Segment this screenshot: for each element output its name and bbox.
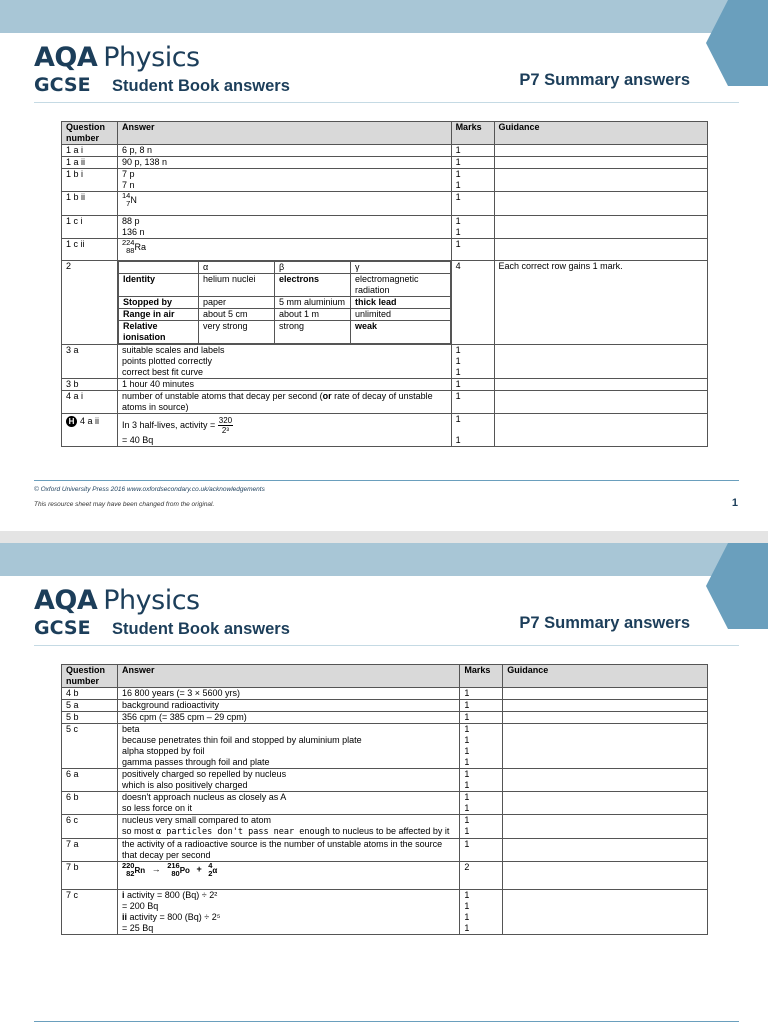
guidance [503, 890, 708, 935]
guidance [494, 414, 707, 447]
table-row [62, 688, 708, 700]
guidance [503, 769, 708, 792]
table-row [62, 192, 708, 216]
footer-rule [34, 1021, 739, 1022]
table-row [62, 712, 708, 724]
table-row [62, 862, 708, 890]
guidance [503, 724, 708, 769]
page-2 [0, 543, 768, 1024]
summary-title: P7 Summary answers [519, 71, 690, 89]
answer-text: 7 p 7 n [117, 169, 451, 192]
marks: 1 [451, 192, 494, 216]
table-row [62, 815, 708, 839]
header-answer: Answer [117, 665, 459, 688]
answers-table [61, 121, 708, 447]
guidance [494, 345, 707, 379]
student-book-answers-title: Student Book answers [112, 620, 290, 638]
header-tab-shape [706, 0, 768, 86]
marks: 4 [451, 261, 494, 345]
table-row [62, 724, 708, 769]
answer-text: doesn't approach nucleus as closely as A so less force on it [117, 792, 459, 815]
header-rule [34, 645, 739, 646]
marks: 1 1 1 [451, 345, 494, 379]
answer-text: positively charged so repelled by nucleus which is also positively charged [117, 769, 459, 792]
table-row [62, 261, 708, 345]
header-rule [34, 102, 739, 103]
guidance [494, 169, 707, 192]
question-number: 1 c i [62, 216, 118, 239]
guidance: Each correct row gains 1 mark. [494, 261, 707, 345]
aqa-physics-logo: AQA Physics [34, 585, 200, 616]
marks: 1 [460, 688, 503, 700]
gcse-label: GCSE [34, 617, 91, 639]
question-number: 7 c [62, 890, 118, 935]
summary-title: P7 Summary answers [519, 614, 690, 632]
marks: 1 1 [451, 414, 494, 447]
answer-text: 90 p, 138 n [117, 157, 451, 169]
guidance [494, 145, 707, 157]
question-number: 5 c [62, 724, 118, 769]
guidance [494, 216, 707, 239]
guidance [503, 862, 708, 890]
answer-text: 1 hour 40 minutes [117, 379, 451, 391]
answers-table [61, 664, 708, 935]
table-row [62, 769, 708, 792]
header-marks: Marks [451, 122, 494, 145]
question-number: 7 a [62, 839, 118, 862]
header-banner [0, 0, 768, 33]
table-header-row [62, 122, 708, 145]
marks: 1 [451, 157, 494, 169]
answer-text: the activity of a radioactive source is the number of unstable atoms in the source that decay per second [117, 839, 459, 862]
marks: 1 1 [460, 815, 503, 839]
header-marks: Marks [460, 665, 503, 688]
table-row [62, 700, 708, 712]
answer-text: background radioactivity [117, 700, 459, 712]
guidance [503, 839, 708, 862]
guidance [494, 391, 707, 414]
question-number: 1 b ii [62, 192, 118, 216]
question-number: 1 a i [62, 145, 118, 157]
marks: 1 [451, 391, 494, 414]
inner-header-row: α β γ [118, 262, 450, 274]
question-number: 6 a [62, 769, 118, 792]
footer-rule [34, 480, 739, 481]
marks: 1 [451, 379, 494, 391]
guidance [494, 379, 707, 391]
table-row [62, 414, 708, 447]
answer-text: number of unstable atoms that decay per second (or rate of decay of unstable atoms in source) [117, 391, 451, 414]
answer-text: i activity = 800 (Bq) ÷ 2² = 200 Bq ii activity = 800 (Bq) ÷ 2⁵ = 25 Bq [117, 890, 459, 935]
table-row [62, 839, 708, 862]
question-number: 6 c [62, 815, 118, 839]
guidance [503, 700, 708, 712]
guidance [503, 688, 708, 700]
marks: 1 [460, 700, 503, 712]
header-banner [0, 543, 768, 576]
marks: 1 [451, 145, 494, 157]
guidance [503, 712, 708, 724]
inner-row-identity: Identity helium nuclei electrons electromagnetic radiation [118, 274, 450, 297]
table-row [62, 239, 708, 261]
marks: 1 [460, 839, 503, 862]
answer-text: suitable scales and labels points plotted correctly correct best fit curve [117, 345, 451, 379]
inner-row-stopped-by: Stopped by paper 5 mm aluminium thick lead [118, 297, 450, 309]
question-number: 3 a [62, 345, 118, 379]
radiation-properties-table [118, 261, 451, 344]
decay-equation: 220 82 Rn → 216 80 Po + 4 2 α [117, 862, 459, 890]
guidance [494, 157, 707, 169]
table-row [62, 890, 708, 935]
header-question: Question number [62, 122, 118, 145]
header-question: Question number [62, 665, 118, 688]
question-number: 1 b i [62, 169, 118, 192]
guidance [503, 792, 708, 815]
gcse-label: GCSE [34, 74, 91, 96]
answer-text: 356 cpm (= 385 cpm – 29 cpm) [117, 712, 459, 724]
question-number: 5 b [62, 712, 118, 724]
marks: 2 [460, 862, 503, 890]
question-number: 4 a i [62, 391, 118, 414]
answer-text: 88 p 136 n [117, 216, 451, 239]
question-number: 2 [62, 261, 118, 345]
answer-text: In 3 half-lives, activity = $\frac{320}{\text{2³}}$ = 40 Bq [117, 414, 451, 447]
header-guidance: Guidance [503, 665, 708, 688]
inner-row-ionisation: Relative ionisation very strong strong weak [118, 321, 450, 344]
marks: 1 1 1 1 [460, 724, 503, 769]
table-header-row [62, 665, 708, 688]
marks: 1 1 [460, 792, 503, 815]
guidance [494, 192, 707, 216]
copyright-text: © Oxford University Press 2016 www.oxfordsecondary.co.uk/acknowledgements [34, 486, 265, 493]
question-number: 6 b [62, 792, 118, 815]
table-row [62, 391, 708, 414]
table-row [62, 169, 708, 192]
higher-tier-icon: H [66, 416, 77, 427]
inner-row-range: Range in air about 5 cm about 1 m unlimited [118, 309, 450, 321]
table-row [62, 157, 708, 169]
answer-text: 16 800 years (= 3 × 5600 yrs) [117, 688, 459, 700]
student-book-answers-title: Student Book answers [112, 77, 290, 95]
aqa-physics-logo: AQA Physics [34, 42, 200, 73]
nuclide-notation: 14 7 N [117, 192, 451, 216]
page-number: 1 [731, 497, 738, 509]
header-tab-shape [706, 543, 768, 629]
header-answer: Answer [117, 122, 451, 145]
table-row [62, 792, 708, 815]
question-number: 3 b [62, 379, 118, 391]
marks: 1 1 [451, 216, 494, 239]
question-number: 4 b [62, 688, 118, 700]
question-number: 7 b [62, 862, 118, 890]
disclaimer-text: This resource sheet may have been changed from the original. [34, 501, 215, 508]
answer-text: nucleus very small compared to atom so most α particles don't pass near enough to nucleus to be affected by it [117, 815, 459, 839]
question-number: H 4 a ii [62, 414, 118, 447]
question-number: 1 a ii [62, 157, 118, 169]
table-row [62, 379, 708, 391]
header-guidance: Guidance [494, 122, 707, 145]
marks: 1 [460, 712, 503, 724]
marks: 1 1 1 1 [460, 890, 503, 935]
radiation-properties-cell [117, 261, 451, 345]
question-number: 1 c ii [62, 239, 118, 261]
table-row [62, 145, 708, 157]
marks: 1 1 [451, 169, 494, 192]
answer-text: beta because penetrates thin foil and stopped by aluminium plate alpha stopped by foil gamma passes through foil and plate [117, 724, 459, 769]
nuclide-notation: 224 88 Ra [117, 239, 451, 261]
table-row [62, 345, 708, 379]
marks: 1 [451, 239, 494, 261]
guidance [494, 239, 707, 261]
guidance [503, 815, 708, 839]
table-row [62, 216, 708, 239]
fraction: $\frac{320}{\text{2³}}$ [218, 416, 233, 435]
marks: 1 1 [460, 769, 503, 792]
answer-text: 6 p, 8 n [117, 145, 451, 157]
question-number: 5 a [62, 700, 118, 712]
